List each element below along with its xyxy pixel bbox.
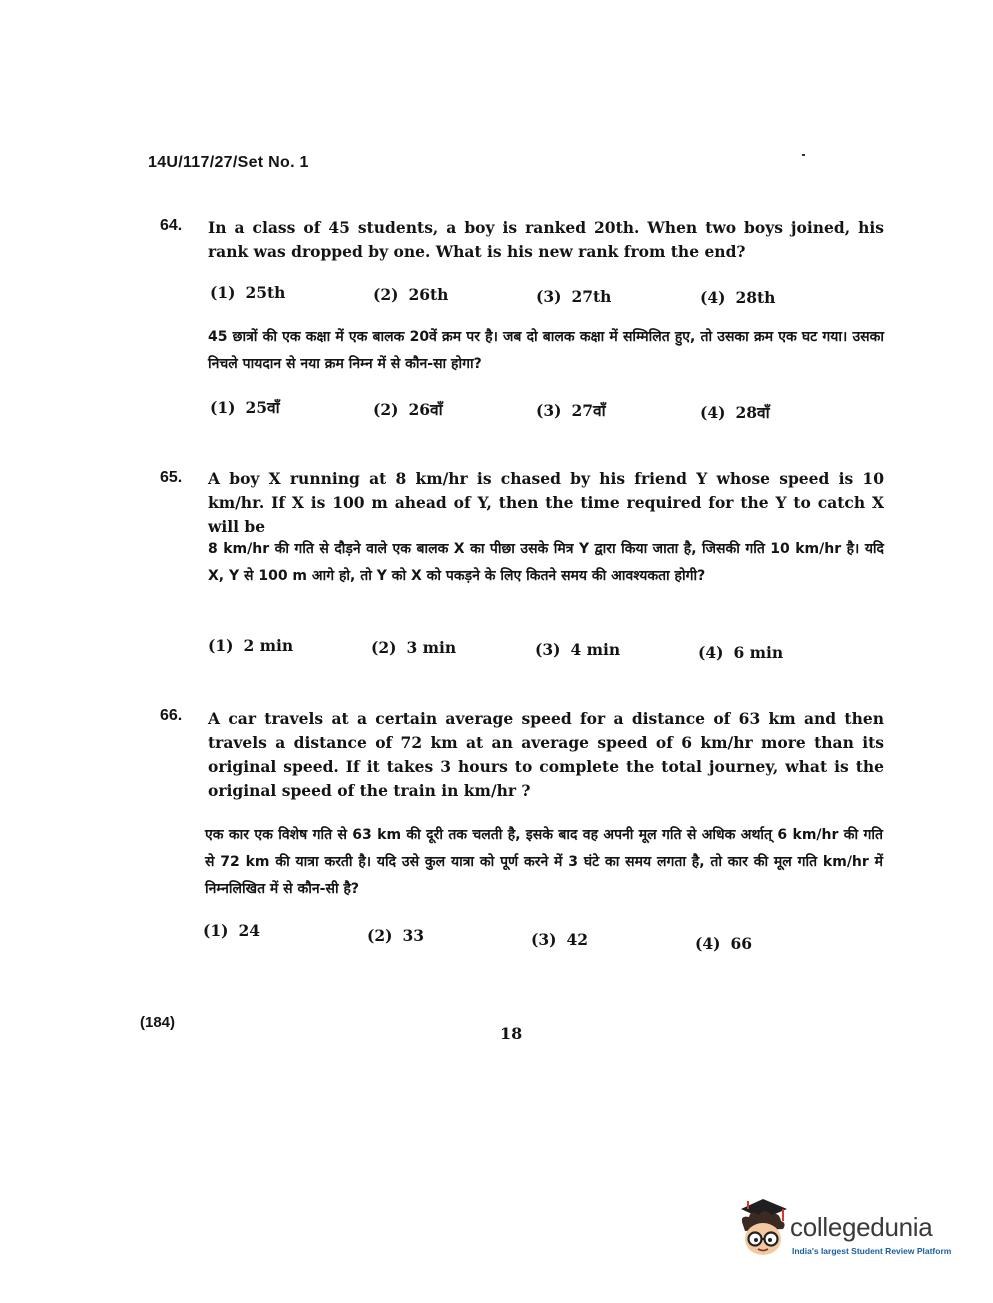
q66-option-2: (2) 33 [367, 926, 425, 945]
collegedunia-tagline: India's largest Student Review Platform [792, 1246, 952, 1256]
q65-option-2: (2) 3 min [371, 638, 457, 657]
q66-option-4: (4) 66 [695, 934, 753, 953]
q64-option-3-en: (3) 27th [536, 287, 612, 306]
question-64-english: In a class of 45 students, a boy is ranked 20th. When two boys joined, his rank was dropped by one. What is his new rank from the end? [208, 218, 884, 261]
question-65-number: 65. [160, 469, 183, 486]
footer-code: (184) [140, 1014, 176, 1031]
q65-option-1: (1) 2 min [208, 636, 294, 655]
q64-option-1-en: (1) 25th [210, 283, 286, 302]
q64-option-1-hi: (1) 25वाँ [210, 398, 280, 417]
q64-option-4-hi: (4) 28वाँ [700, 403, 770, 422]
collegedunia-logo-text: collegedunia [790, 1212, 933, 1242]
page-number: 18 [500, 1024, 523, 1043]
q65-option-3: (3) 4 min [535, 640, 621, 659]
question-65-english: A boy X running at 8 km/hr is chased by his friend Y whose speed is 10 km/hr. If X is 100 m ahead of Y, then the time required for the Y to catch X will be [208, 469, 884, 536]
collegedunia-mascot-icon [735, 1195, 793, 1267]
q64-option-2-hi: (2) 26वाँ [373, 400, 443, 419]
q64-option-2-en: (2) 26th [373, 285, 449, 304]
q64-option-3-hi: (3) 27वाँ [536, 401, 606, 420]
exam-set-code: 14U/117/27/Set No. 1 [148, 154, 309, 171]
question-66-english: A car travels at a certain average speed for a distance of 63 km and then travels a distance of 72 km at an average speed of 6 km/hr more than its original speed. If it takes 3 hours to complete the total journey, what is the original speed of the train in km/hr ? [208, 709, 884, 800]
question-64-number: 64. [160, 217, 183, 234]
q64-option-4-en: (4) 28th [700, 288, 776, 307]
question-66-number: 66. [160, 707, 183, 724]
question-66-hindi: एक कार एक विशेष गति से 63 km की दूरी तक चलती है, इसके बाद वह अपनी मूल गति से अधिक अर्थात् 6 km/hr की गति से 72 km की यात्रा करती है। यदि उसे कुल यात्रा को पूर्ण करने में 3 घंटे का समय लगता है, तो कार की मूल गति km/hr में निम्नलिखित में से कौन-सी है? [205, 827, 883, 897]
question-65-hindi: 8 km/hr की गति से दौड़ने वाले एक बालक X का पीछा उसके मित्र Y द्वारा किया जाता है, जिसकी गति 10 km/hr है। यदि X, Y से 100 m आगे हो, तो Y को X को पकड़ने के लिए कितने समय की आवश्यकता होगी? [208, 541, 884, 584]
scan-mark [802, 154, 805, 156]
q66-option-3: (3) 42 [531, 930, 589, 949]
q66-option-1: (1) 24 [203, 921, 261, 940]
q65-option-4: (4) 6 min [698, 643, 784, 662]
question-64-hindi: 45 छात्रों की एक कक्षा में एक बालक 20वें क्रम पर है। जब दो बालक कक्षा में सम्मिलित हुए, तो उसका क्रम एक घट गया। उसका निचले पायदान से नया क्रम निम्न में से कौन-सा होगा? [208, 329, 884, 372]
